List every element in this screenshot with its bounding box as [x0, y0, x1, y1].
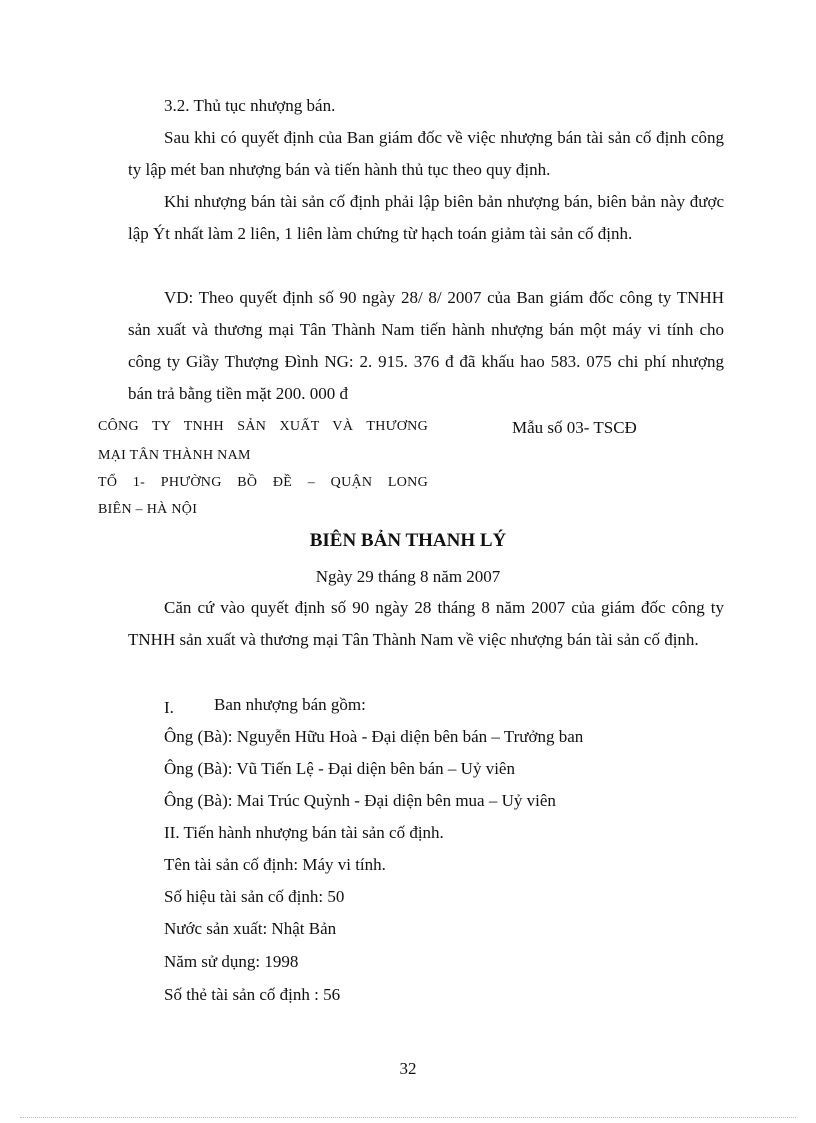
document-date: Ngày 29 tháng 8 năm 2007: [315, 567, 501, 586]
company-address-line-2: BIÊN – HÀ NỘI: [98, 502, 198, 517]
asset-card-number: Số thẻ tài sản cố định : 56: [164, 985, 341, 1004]
page-bottom-rule: [20, 1117, 796, 1118]
section-1-number: I.: [164, 698, 174, 717]
page-number: 32: [399, 1059, 417, 1078]
member-3: Ông (Bà): Mai Trúc Quỳnh - Đại diện bên mua – Uỷ viên: [164, 791, 556, 810]
company-name-line-2: MẠI TÂN THÀNH NAM: [98, 448, 251, 463]
member-1: Ông (Bà): Nguyễn Hữu Hoà - Đại diện bên bán – Trưởng ban: [164, 727, 584, 746]
member-2: Ông (Bà): Vũ Tiến Lệ - Đại diện bên bán – Uỷ viên: [164, 759, 515, 778]
section-2-title: II. Tiến hành nhượng bán tài sản cố định.: [164, 823, 444, 842]
country-of-manufacture: Nước sản xuất: Nhật Bản: [164, 919, 337, 938]
company-name-line-1: CÔNG TY TNHH SẢN XUẤT VÀ THƯƠNG: [98, 419, 428, 434]
section-1-title: Ban nhượng bán gồm:: [214, 695, 366, 714]
paragraph-basis: Căn cứ vào quyết định số 90 ngày 28 tháng 8 năm 2007 của giám đốc công ty TNHH sản xuất và thương mại Tân Thành Nam về việc nhượng bán tài sản cố định.: [128, 598, 724, 649]
company-address-line-1: TỔ 1- PHƯỜNG BỒ ĐỀ – QUẬN LONG: [98, 475, 428, 490]
asset-name: Tên tài sản cố định: Máy vi tính.: [164, 855, 386, 874]
document-title: BIÊN BẢN THANH LÝ: [309, 530, 507, 551]
form-number: Mẫu số 03- TSCĐ: [512, 418, 637, 437]
section-heading-procedure: 3.2. Thủ tục nhượng bán.: [164, 96, 336, 115]
asset-code: Số hiệu tài sản cố định: 50: [164, 887, 345, 906]
year-of-use: Năm sử dụng: 1998: [164, 952, 299, 971]
paragraph-example: VD: Theo quyết định số 90 ngày 28/ 8/ 2007 của Ban giám đốc công ty TNHH sản xuất và thương mại Tân Thành Nam tiến hành nhượng bán một máy vi tính cho công ty Giầy Thượng Đình NG: 2. 915. 376 đ đã khấu hao 583. 075 chi phí nhượng bán trả bằng tiền mặt 200. 000 đ: [128, 288, 724, 403]
paragraph-decision: Sau khi có quyết định của Ban giám đốc về việc nhượng bán tài sản cố định công ty lập mét ban nhượng bán và tiến hành thủ tục theo quy định.: [128, 128, 724, 179]
paragraph-minutes: Khi nhượng bán tài sản cố định phải lập biên bản nhượng bán, biên bản này được lập Ýt nhất làm 2 liên, 1 liên làm chứng từ hạch toán giảm tài sản cố định.: [128, 192, 724, 243]
